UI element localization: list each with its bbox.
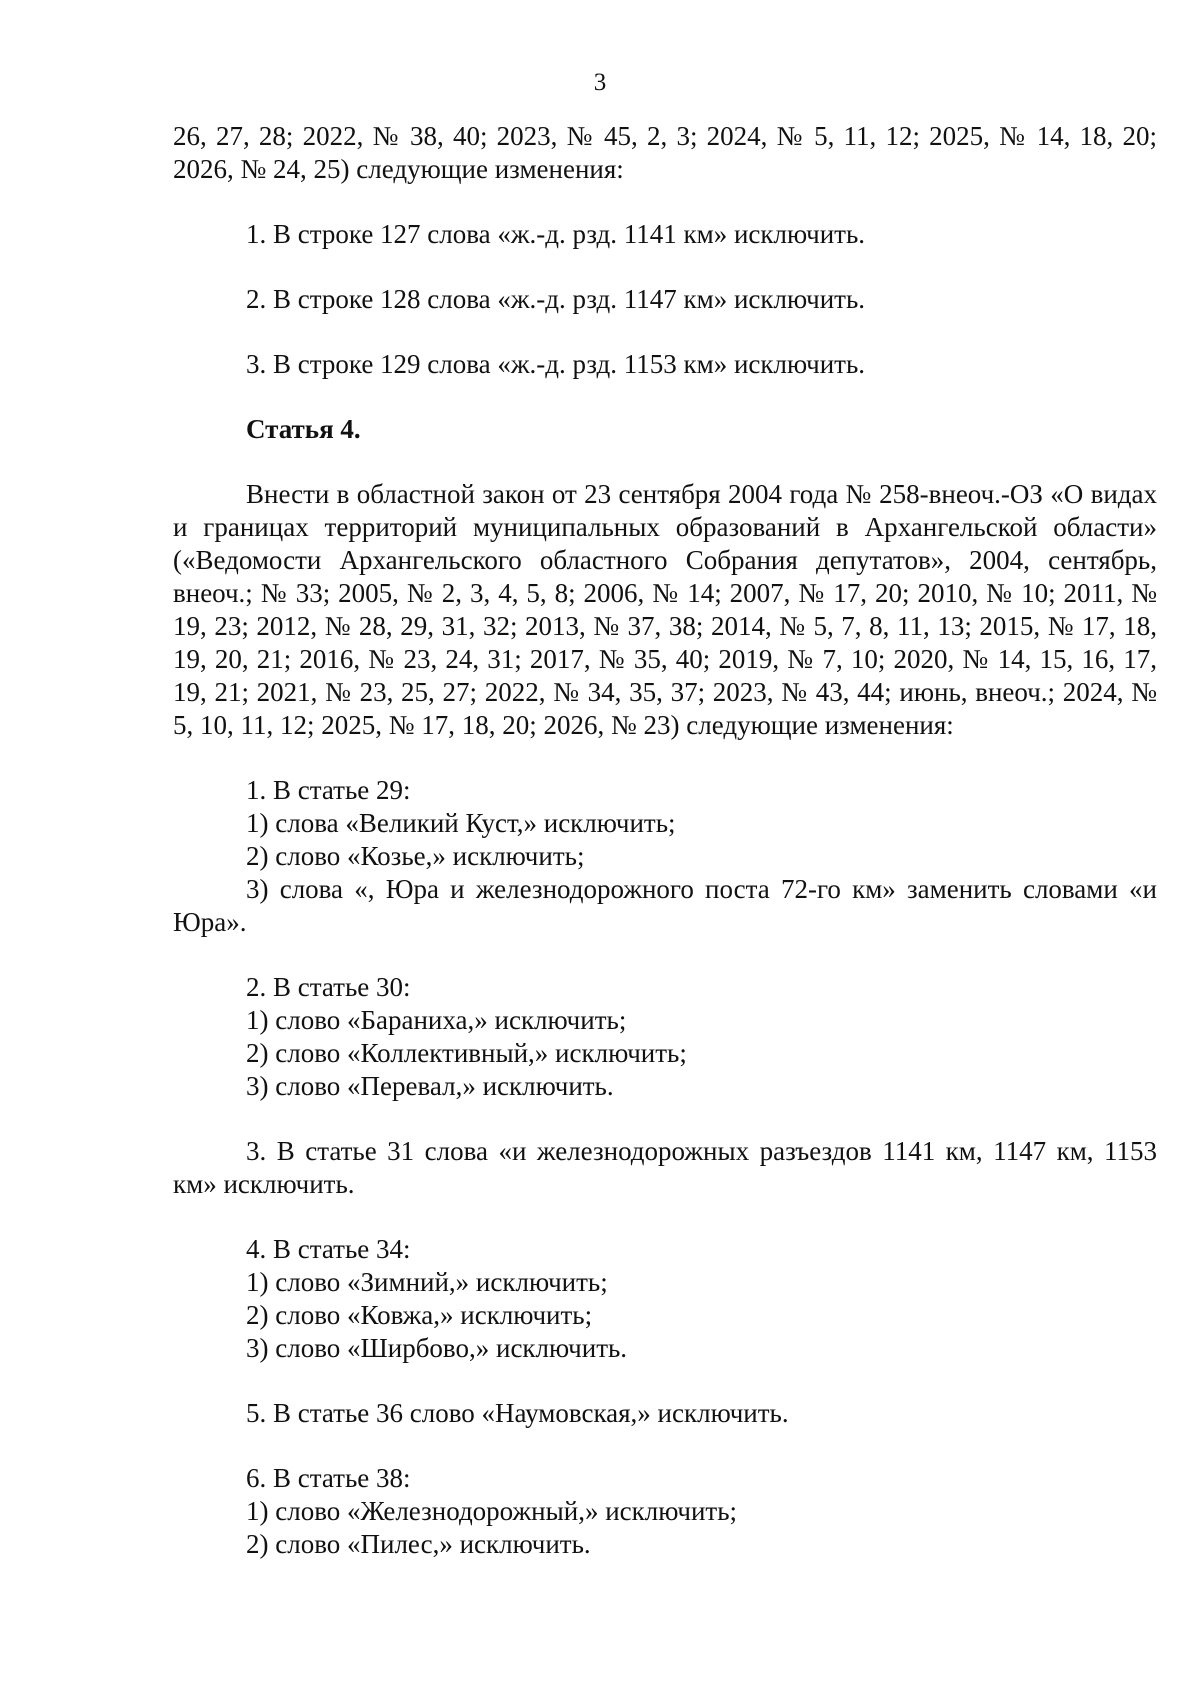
block6-title: 6. В статье 38: (246, 1463, 411, 1493)
block1-line-1: 1) слова «Великий Куст,» исключить; (246, 808, 676, 838)
block3-paragraph: 3. В статье 31 слова «и железнодорожных разъездов 1141 км, 1147 км, 1153 км» исключить. (173, 1136, 1157, 1199)
block4-line-2: 2) слово «Ковжа,» исключить; (246, 1300, 593, 1330)
block4-title: 4. В статье 34: (246, 1234, 411, 1264)
block4-line-3: 3) слово «Ширбово,» исключить. (246, 1333, 628, 1363)
block1-line-3: 3) слова «, Юра и железнодорожного поста 72-го км» заменить словами «и Юра». (173, 874, 1157, 937)
block1-title: 1. В статье 29: (246, 775, 411, 805)
block1-line-2: 2) слово «Козье,» исключить; (246, 841, 585, 871)
intro-paragraph: 26, 27, 28; 2022, № 38, 40; 2023, № 45, 2, 3; 2024, № 5, 11, 12; 2025, № 14, 18, 20; 2026, № 24, 25) следующие изменения: (173, 121, 1157, 184)
block5-paragraph: 5. В статье 36 слово «Наумовская,» исключить. (246, 1398, 789, 1428)
page-number: 3 (593, 69, 607, 96)
block2-line-1: 1) слово «Бараниха,» исключить; (246, 1005, 627, 1035)
block4-line-1: 1) слово «Зимний,» исключить; (246, 1267, 608, 1297)
prev-item-1: 1. В строке 127 слова «ж.-д. рзд. 1141 км» исключить. (246, 219, 866, 249)
block6-line-1: 1) слово «Железнодорожный,» исключить; (246, 1496, 738, 1526)
prev-item-2: 2. В строке 128 слова «ж.-д. рзд. 1147 км» исключить. (246, 284, 866, 314)
block2-line-2: 2) слово «Коллективный,» исключить; (246, 1038, 687, 1068)
document-body (173, 120, 1157, 1561)
article-paragraph: Внести в областной закон от 23 сентября 2004 года № 258-внеоч.-ОЗ «О видах и границах территорий муниципальных образований в Архангельской области» («Ведомости Архангельского областного Собрания депутатов», 2004, сентябрь, внеоч.; № 33; 2005, № 2, 3, 4, 5, 8; 2006, № 14; 2007, № 17, 20; 2010, № 10; 2011, № 19, 23; 2012, № 28, 29, 31, 32; 2013, № 37, 38; 2014, № 5, 7, 8, 11, 13; 2015, № 17, 18, 19, 20, 21; 2016, № 23, 24, 31; 2017, № 35, 40; 2019, № 7, 10; 2020, № 14, 15, 16, 17, 19, 21; 2021, № 23, 25, 27; 2022, № 34, 35, 37; 2023, № 43, 44; июнь, внеоч.; 2024, № 5, 10, 11, 12; 2025, № 17, 18, 20; 2026, № 23) следующие изменения: (173, 479, 1157, 740)
prev-item-3: 3. В строке 129 слова «ж.-д. рзд. 1153 км» исключить. (246, 349, 866, 379)
block2-line-3: 3) слово «Перевал,» исключить. (246, 1071, 614, 1101)
block6-line-2: 2) слово «Пилес,» исключить. (246, 1529, 591, 1559)
block2-title: 2. В статье 30: (246, 972, 411, 1002)
article-heading: Статья 4. (246, 414, 361, 444)
